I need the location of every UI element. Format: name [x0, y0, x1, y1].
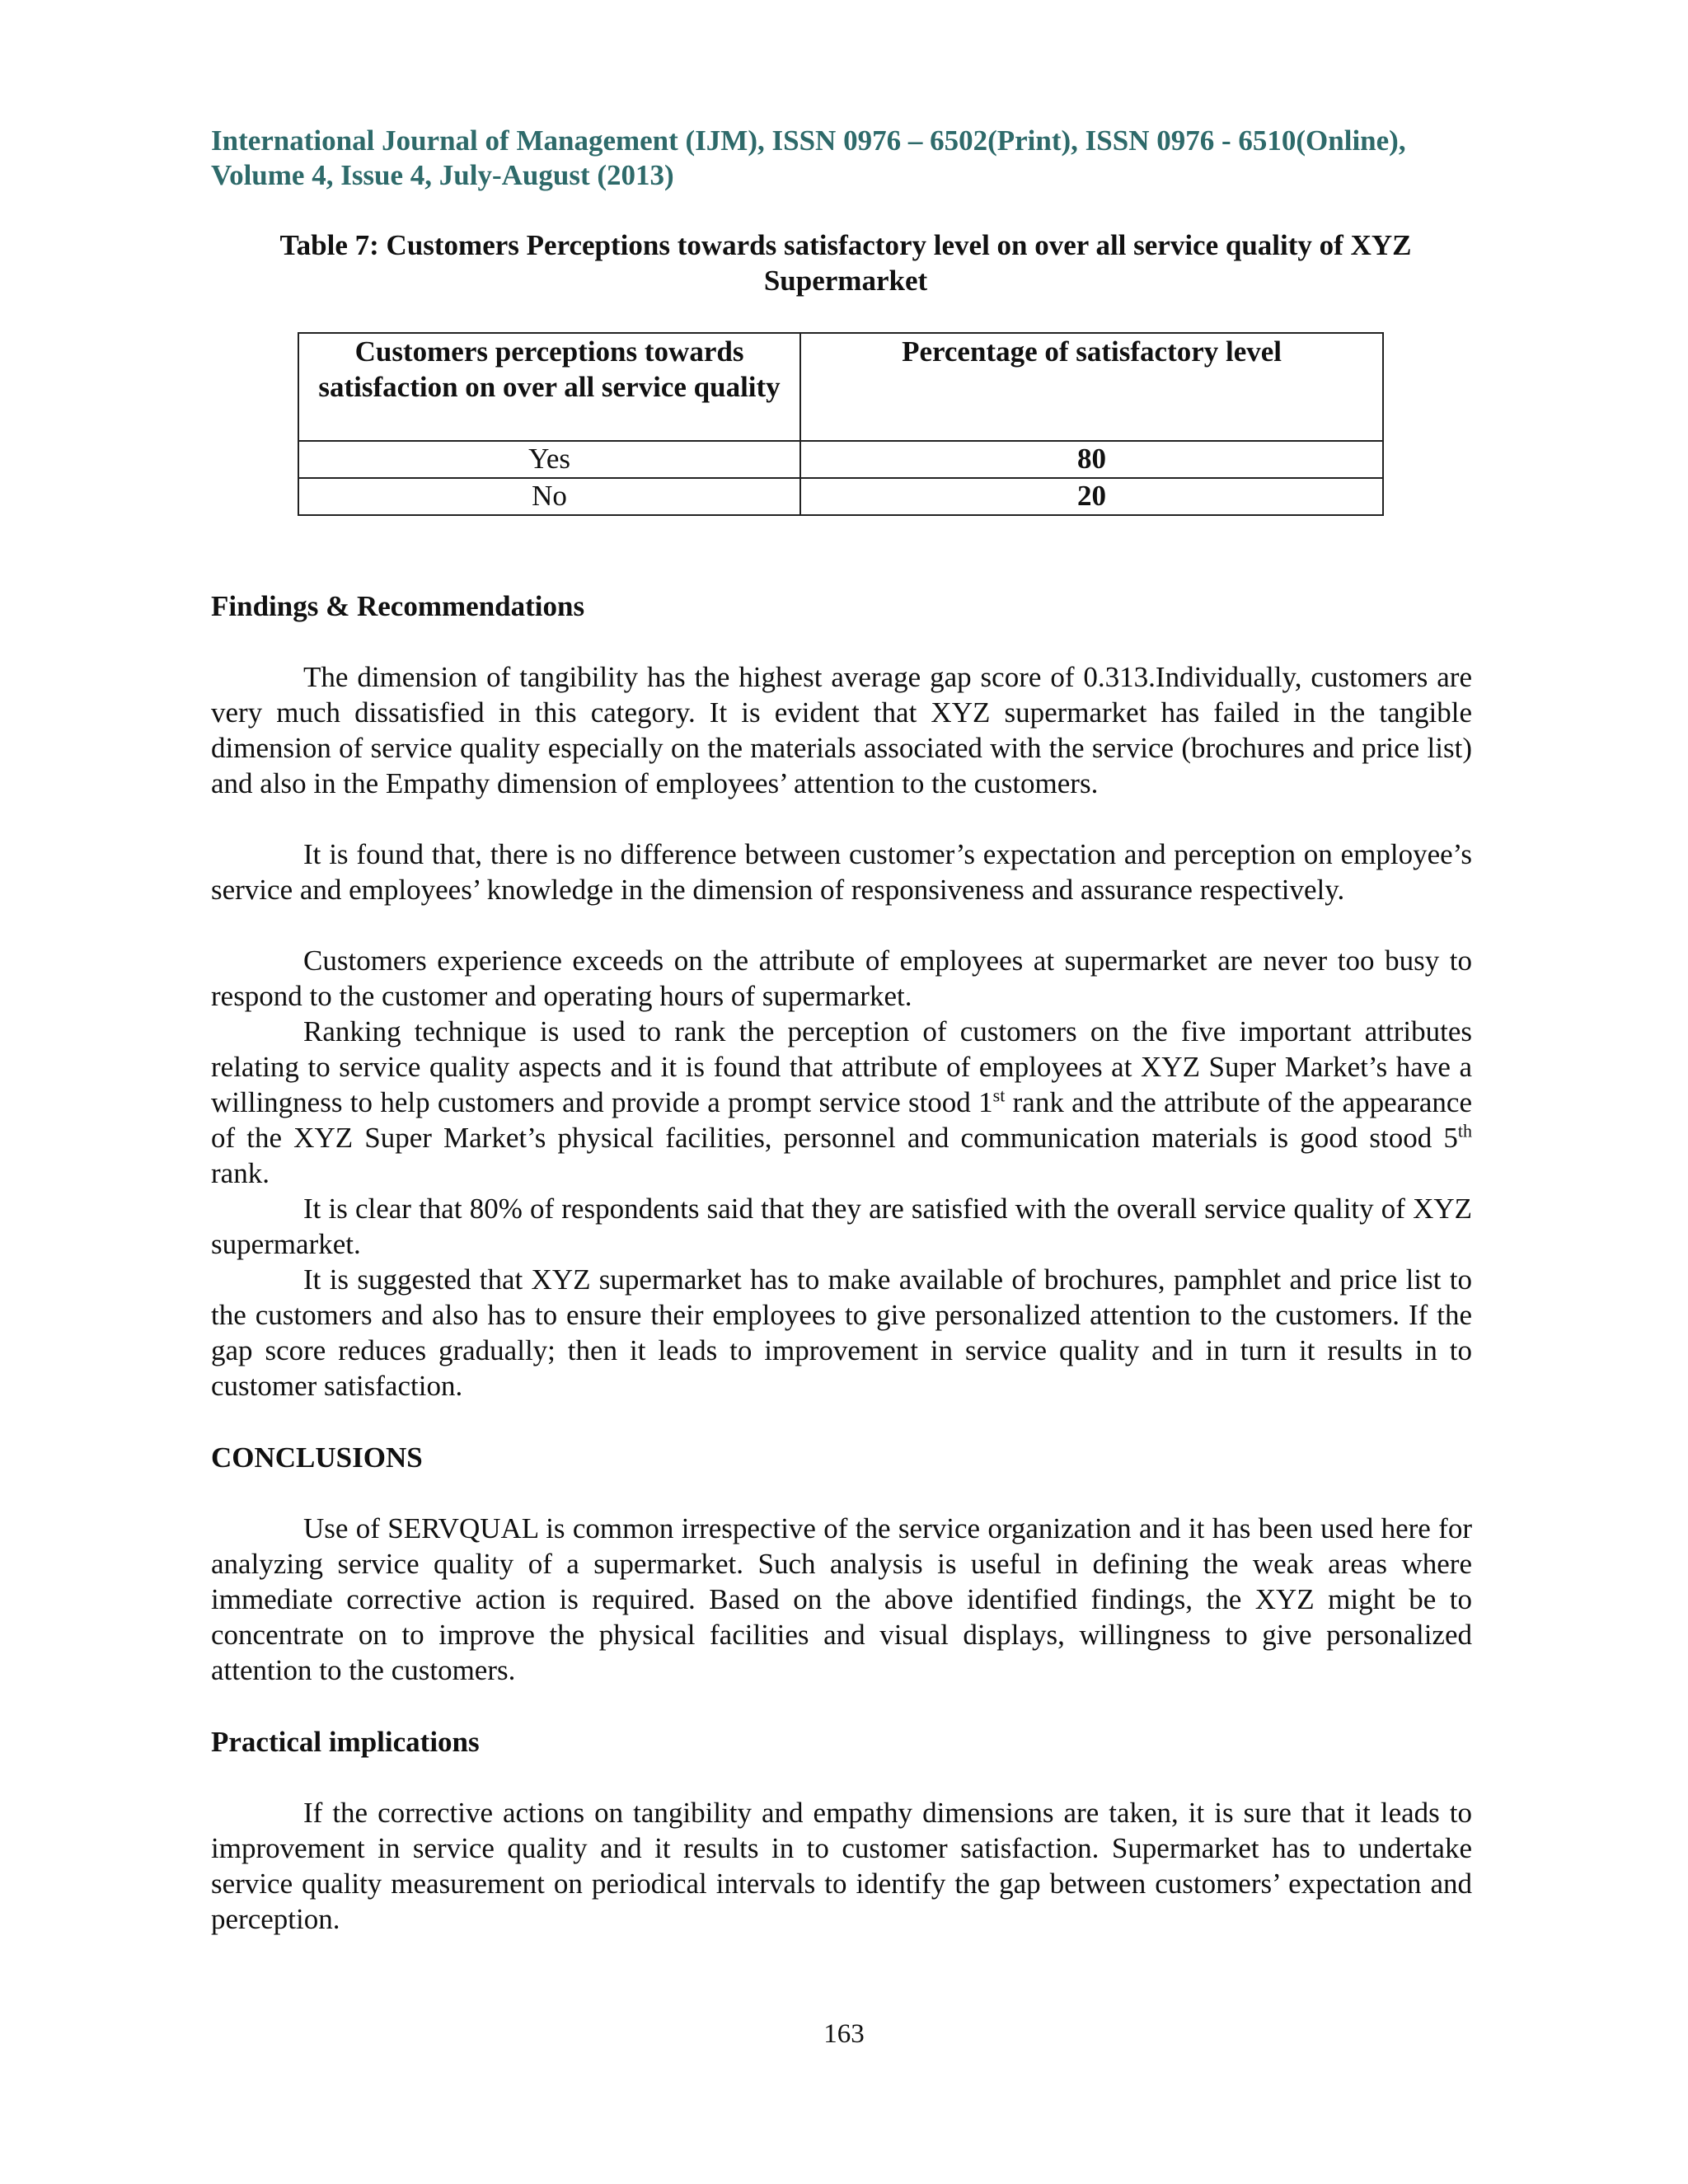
findings-paragraph-3: Customers experience exceeds on the attribute of employees at supermarket are never too busy to respond to the customer and operating hours of supermarket. [211, 944, 1472, 1012]
findings-heading: Findings & Recommendations [211, 590, 585, 622]
table-cell-value: 20 [800, 478, 1383, 515]
implications-heading: Practical implications [211, 1726, 480, 1758]
table-header-row [298, 333, 1383, 441]
table-header-percentage: Percentage of satisfactory level [800, 333, 1383, 441]
table-row [298, 441, 1383, 478]
findings-paragraph-6: It is suggested that XYZ supermarket has to make available of brochures, pamphlet and price list to the customers and also has to ensure their employees to give personalized attention to the customers. If the gap score reduces gradually; then it leads to improvement in service quality and in turn it results in to customer satisfaction. [211, 1263, 1472, 1402]
table-caption-line1: Table 7: Customers Perceptions towards satisfactory level on over all service quality of XYZ [279, 229, 1412, 261]
journal-header [211, 124, 1480, 193]
journal-header-line2: Volume 4, Issue 4, July-August (2013) [211, 159, 674, 191]
satisfaction-table [298, 332, 1384, 516]
rank-suffix-first: st [992, 1085, 1006, 1106]
findings-paragraph-4-part-b: rank and the attribute of the appearance of the XYZ Super Market’s physical facilities, personnel and communication materials is good stood 5 [211, 1086, 1472, 1154]
implications-paragraph: If the corrective actions on tangibility and empathy dimensions are taken, it is sure that it leads to improvement in service quality and it results in to customer satisfaction. Supermarket has to undertake service quality measurement on periodical intervals to identify the gap between customers’ expectation and perception. [211, 1797, 1472, 1935]
findings-paragraph-5: It is clear that 80% of respondents said that they are satisfied with the overall service quality of XYZ supermarket. [211, 1193, 1472, 1260]
table-cell-value: 80 [800, 441, 1383, 478]
table-cell-label: No [298, 478, 800, 515]
findings-paragraph-1: The dimension of tangibility has the highest average gap score of 0.313.Individually, customers are very much dissatisfied in this category. It is evident that XYZ supermarket has failed in the tangible dimension of service quality especially on the materials associated with the service (brochures and price list) and also in the Empathy dimension of employees’ attention to the customers. [211, 661, 1472, 799]
table-row [298, 478, 1383, 515]
table-cell-label: Yes [298, 441, 800, 478]
page-number: 163 [823, 2019, 865, 2049]
table-caption-line2: Supermarket [763, 265, 928, 297]
table-header-perceptions: Customers perceptions towards satisfaction on over all service quality [298, 333, 800, 441]
table-caption [211, 227, 1480, 298]
rank-suffix-fifth: th [1457, 1120, 1472, 1141]
conclusions-paragraph: Use of SERVQUAL is common irrespective of the service organization and it has been used here for analyzing service quality of a supermarket. Such analysis is useful in defining the weak areas where immediate corrective action is required. Based on the above identified findings, the XYZ might be to concentrate on to improve the physical facilities and visual displays, willingness to give personalized attention to the customers. [211, 1512, 1472, 1686]
findings-paragraph-4-part-a: Ranking technique is used to rank the perception of customers on the five important attributes relating to service quality aspects and it is found that attribute of employees at XYZ Super Market’s have a willingness to help customers and provide a prompt service stood 1 [211, 1015, 1472, 1118]
findings-paragraph-4 [211, 1014, 1472, 1191]
journal-header-line1: International Journal of Management (IJM), ISSN 0976 – 6502(Print), ISSN 0976 - 6510(Online), [211, 124, 1406, 157]
findings-paragraph-4-part-c: rank. [211, 1157, 270, 1189]
findings-paragraph-2: It is found that, there is no difference between customer’s expectation and perception on employee’s service and employees’ knowledge in the dimension of responsiveness and assurance respectively. [211, 838, 1472, 906]
conclusions-heading: CONCLUSIONS [211, 1441, 423, 1474]
